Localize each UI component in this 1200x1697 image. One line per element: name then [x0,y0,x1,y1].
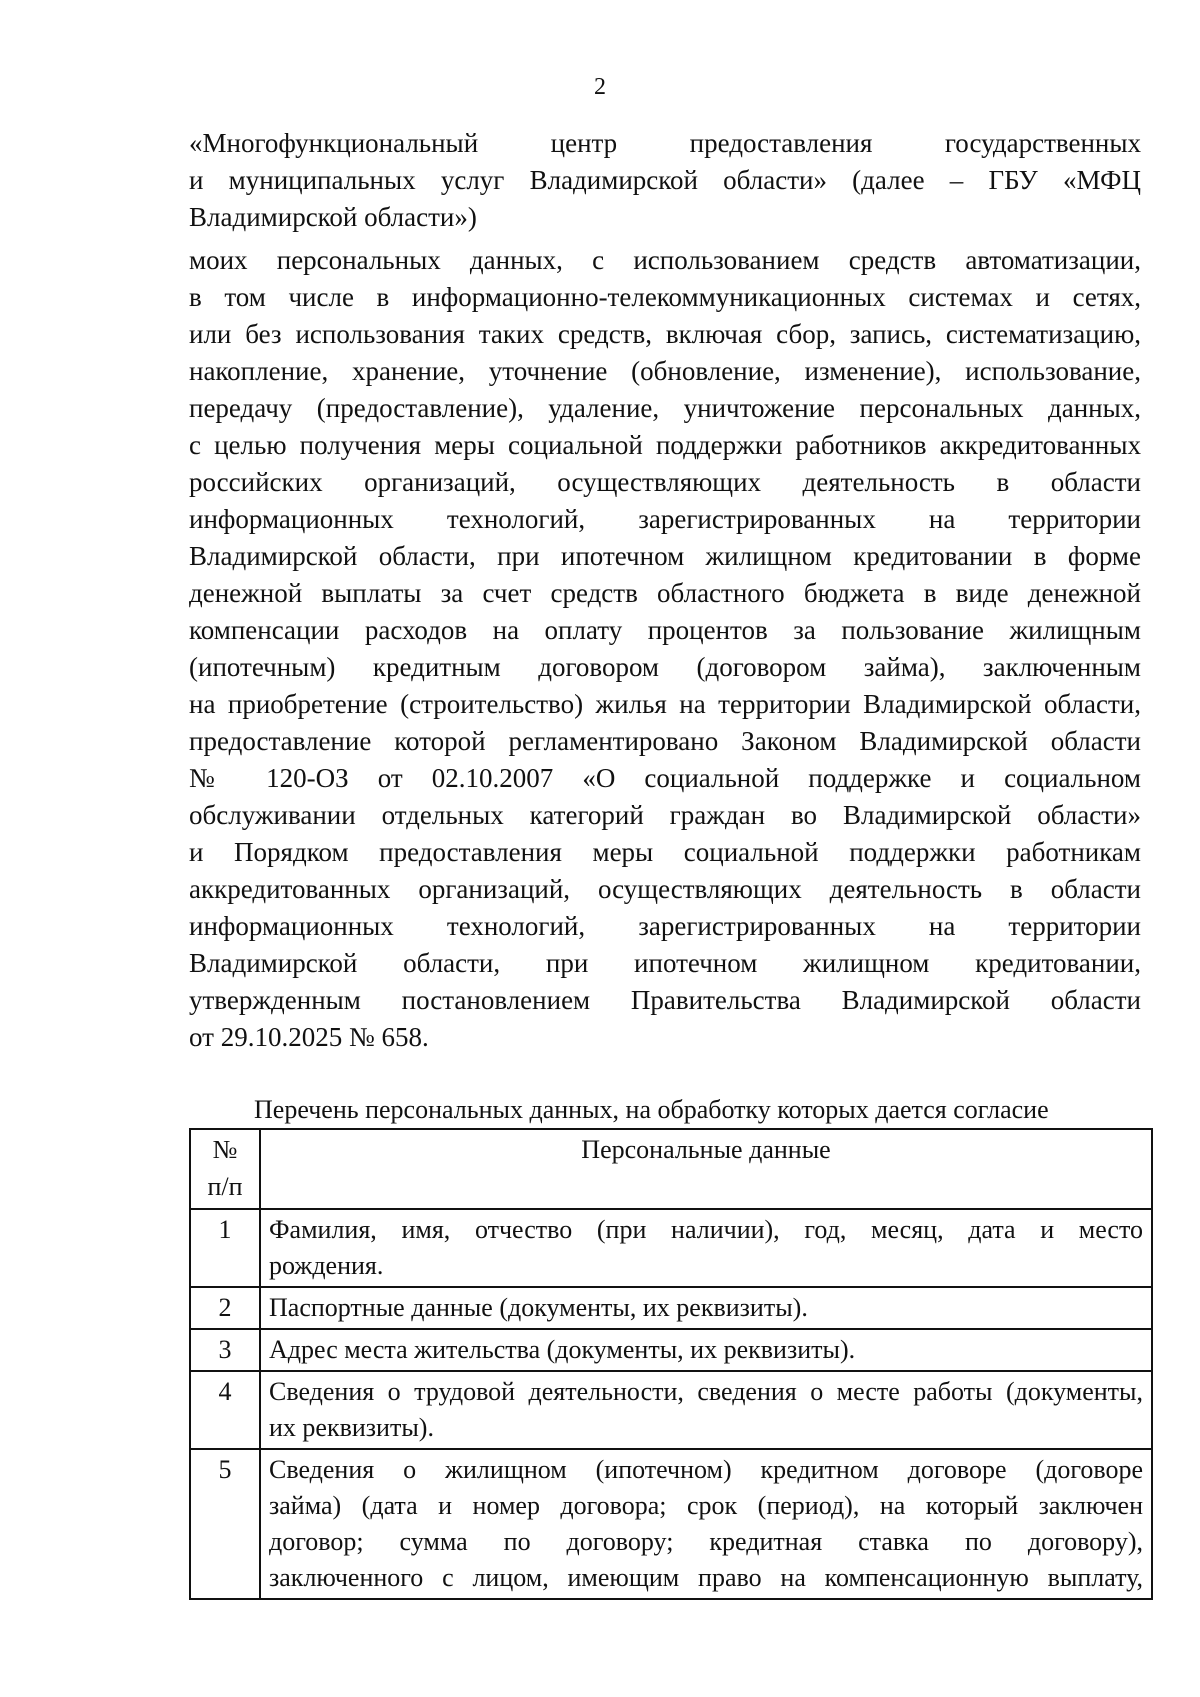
text-line: займа) (дата и номер договора; срок (период), на который заключен [269,1491,1143,1520]
text-line: «Многофункциональный центр предоставления государственных [189,128,1141,158]
text-line: денежной выплаты за счет средств областного бюджета в виде денежной [189,578,1141,608]
table-row [190,1371,1152,1449]
header-number-line: № [212,1135,238,1164]
text-line: Паспортные данные (документы, их реквизиты). [269,1293,808,1322]
row-number: 2 [190,1287,260,1329]
text-line: заключенного с лицом, имеющим право на компенсационную выплату, [269,1563,1143,1592]
text-line: передачу (предоставление), удаление, уничтожение персональных данных, [189,393,1141,423]
text-line: № 120-ОЗ от 02.10.2007 «О социальной поддержке и социальном [189,763,1141,793]
paragraph-organization [189,125,1141,236]
text-line: российских организаций, осуществляющих деятельность в области [189,467,1141,497]
row-number: 3 [190,1329,260,1371]
text-line: обслуживании отдельных категорий граждан во Владимирской области» [189,800,1141,830]
paragraph-consent-purpose [189,242,1141,1056]
text-line: от 29.10.2025 № 658. [189,1022,429,1052]
text-line: их реквизиты). [269,1413,434,1442]
row-text [260,1209,1152,1287]
header-number-line: п/п [207,1172,243,1201]
table-row [190,1209,1152,1287]
text-line: рождения. [269,1251,384,1280]
text-line: моих персональных данных, с использованием средств автоматизации, [189,245,1141,275]
table-row [190,1449,1152,1599]
text-line: Владимирской области, при ипотечном жилищном кредитовании, [189,948,1141,978]
text-line: договор; сумма по договору; кредитная ставка по договору), [269,1527,1143,1556]
table-caption: Перечень персональных данных, на обработку которых дается согласие [254,1095,1049,1124]
text-line: на приобретение (строительство) жилья на территории Владимирской области, [189,689,1141,719]
personal-data-table [189,1128,1153,1600]
text-line: и Порядком предоставления меры социальной поддержки работникам [189,837,1141,867]
text-line: информационных технологий, зарегистрированных на территории [189,504,1141,534]
header-text-cell: Персональные данные [260,1129,1152,1209]
row-number: 5 [190,1449,260,1599]
header-number-cell [190,1129,260,1209]
row-text [260,1371,1152,1449]
row-text [260,1449,1152,1599]
text-line: и муниципальных услуг Владимирской области» (далее – ГБУ «МФЦ [189,165,1141,195]
text-line: или без использования таких средств, включая сбор, запись, систематизацию, [189,319,1141,349]
row-number: 1 [190,1209,260,1287]
text-line: аккредитованных организаций, осуществляющих деятельность в области [189,874,1141,904]
table-row [190,1329,1152,1371]
text-line: Сведения о трудовой деятельности, сведения о месте работы (документы, [269,1377,1143,1406]
text-line: предоставление которой регламентировано Законом Владимирской области [189,726,1141,756]
table-header-row [190,1129,1152,1209]
text-line: накопление, хранение, уточнение (обновление, изменение), использование, [189,356,1141,386]
row-number: 4 [190,1371,260,1449]
text-line: в том числе в информационно-телекоммуникационных системах и сетях, [189,282,1141,312]
text-line: с целью получения меры социальной поддержки работников аккредитованных [189,430,1141,460]
text-line: (ипотечным) кредитным договором (договором займа), заключенным [189,652,1141,682]
table-row [190,1287,1152,1329]
text-line: информационных технологий, зарегистрированных на территории [189,911,1141,941]
row-text [260,1287,1152,1329]
text-line: Владимирской области, при ипотечном жилищном кредитовании в форме [189,541,1141,571]
text-line: Адрес места жительства (документы, их реквизиты). [269,1335,856,1364]
text-line: Фамилия, имя, отчество (при наличии), год, месяц, дата и место [269,1215,1143,1244]
text-line: компенсации расходов на оплату процентов за пользование жилищным [189,615,1141,645]
row-text [260,1329,1152,1371]
text-line: утвержденным постановлением Правительства Владимирской области [189,985,1141,1015]
text-line: Сведения о жилищном (ипотечном) кредитном договоре (договоре [269,1455,1143,1484]
page-number: 2 [594,74,606,100]
text-line: Владимирской области») [189,202,477,232]
